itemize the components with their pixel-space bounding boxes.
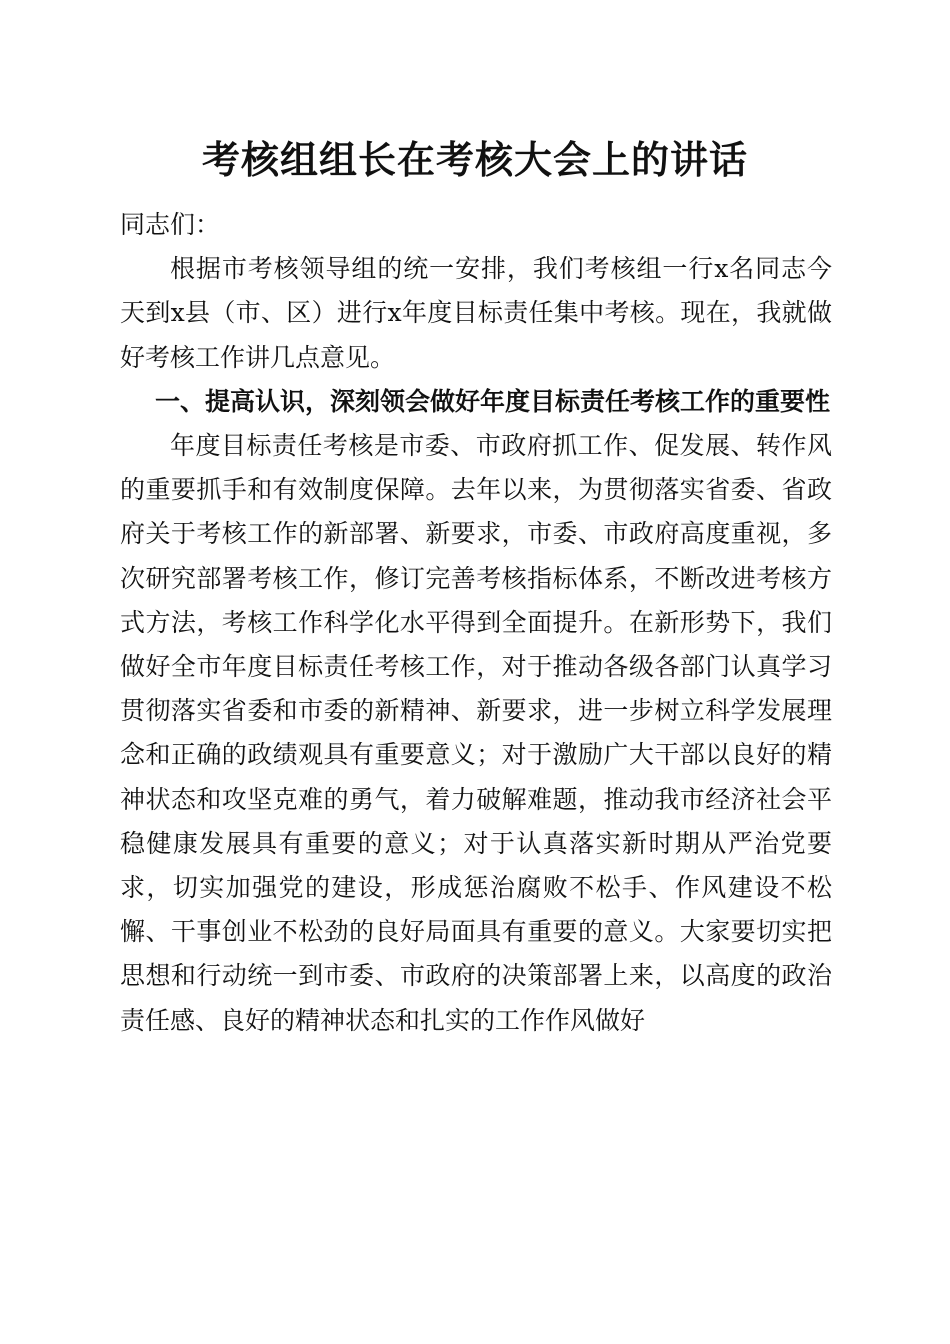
section-heading-1: 一、提高认识，深刻领会做好年度目标责任考核工作的重要性 [155, 386, 831, 416]
salutation: 同志们： [120, 210, 221, 239]
document-body [120, 203, 832, 1043]
intro-paragraph: 根据市考核领导组的统一安排，我们考核组一行x名同志今天到x县（市、区）进行x年度目标责任集中考核。现在，我就做好考核工作讲几点意见。 [120, 254, 832, 372]
document-title: 考核组组长在考核大会上的讲话 [201, 137, 748, 182]
section-1-paragraph: 年度目标责任考核是市委、市政府抓工作、促发展、转作风的重要抓手和有效制度保障。去年以来，为贯彻落实省委、省政府关于考核工作的新部署、新要求，市委、市政府高度重视，多次研究部署考核工作，修订完善考核指标体系，不断改进考核方式方法，考核工作科学化水平得到全面提升。在新形势下，我们做好全市年度目标责任考核工作，对于推动各级各部门认真学习贯彻落实省委和市委的新精神、新要求，进一步树立科学发展理念和正确的政绩观具有重要意义；对于激励广大干部以良好的精神状态和攻坚克难的勇气，着力破解难题，推动我市经济社会平稳健康发展具有重要的意义；对于认真落实新时期从严治党要求，切实加强党的建设，形成惩治腐败不松手、作风建设不松懈、干事创业不松劲的良好局面具有重要的意义。大家要切实把思想和行动统一到市委、市政府的决策部署上来，以高度的政治责任感、良好的精神状态和扎实的工作作风做好 [120, 431, 832, 1035]
